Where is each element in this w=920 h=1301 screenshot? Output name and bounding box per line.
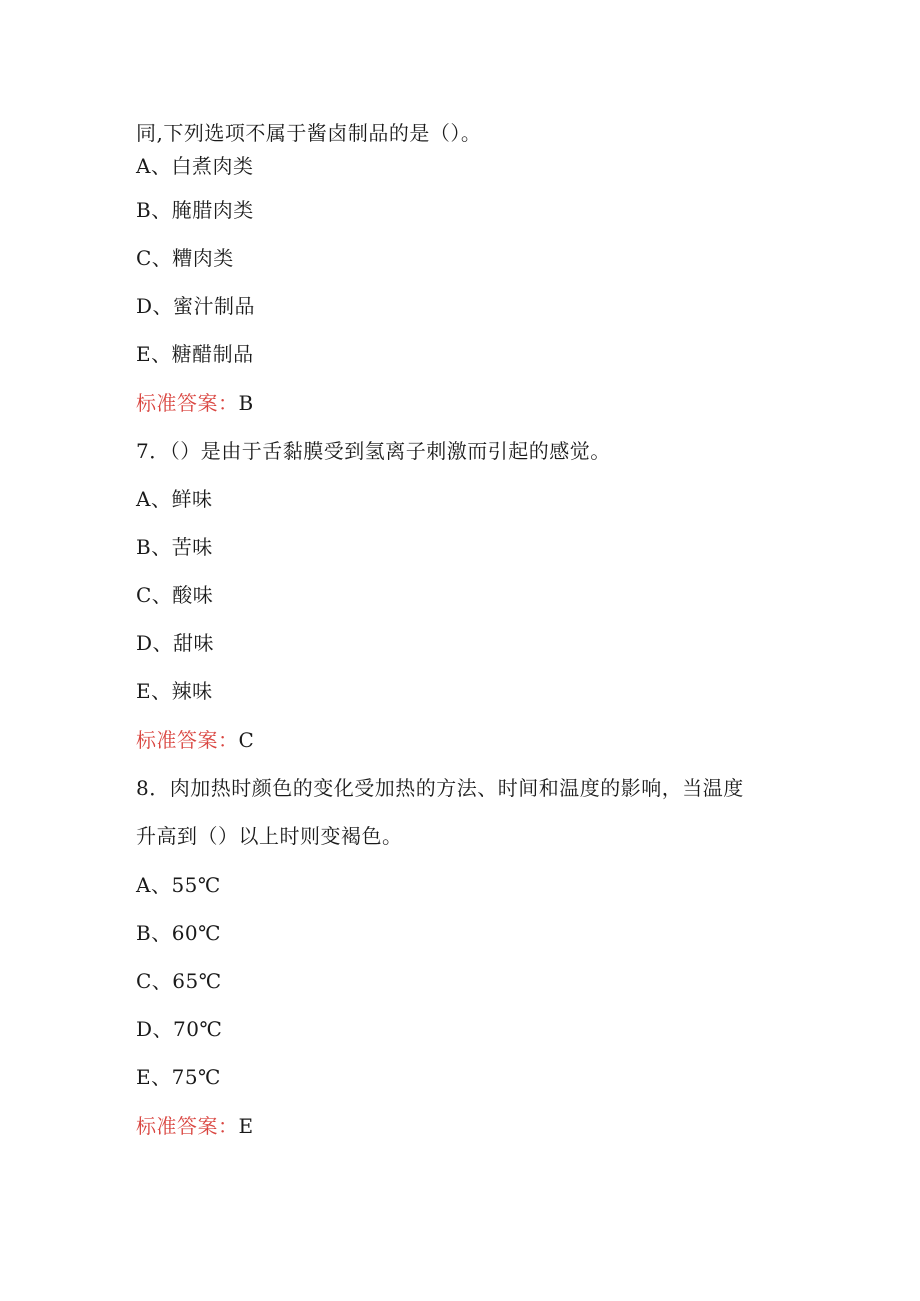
question-8-option-c: C、65℃	[136, 969, 222, 993]
question-8-option-b: B、60℃	[136, 921, 222, 945]
question-8-option-d: D、70℃	[136, 1017, 223, 1041]
question-8-answer	[136, 1112, 254, 1140]
answer-value: C	[238, 728, 255, 752]
question-6-option-e: E、糖醋制品	[136, 342, 254, 366]
question-6-option-c: C、糟肉类	[136, 246, 234, 270]
question-6-option-d: D、蜜汁制品	[136, 294, 256, 318]
question-6-option-a: A、白煮肉类	[136, 154, 254, 178]
answer-label: 标准答案：	[136, 728, 239, 752]
answer-label: 标准答案：	[136, 391, 239, 415]
answer-value: B	[238, 391, 254, 415]
answer-value: E	[238, 1114, 254, 1138]
question-7-option-d: D、甜味	[136, 631, 215, 655]
question-6-option-b: B、腌腊肉类	[136, 198, 254, 222]
question-6-stem: 同,下列选项不属于酱卤制品的是（）。	[136, 121, 482, 145]
question-7-option-e: E、辣味	[136, 679, 213, 703]
question-8-option-e: E、75℃	[136, 1065, 221, 1089]
question-8-stem-line-1: 8．肉加热时颜色的变化受加热的方法、时间和温度的影响，当温度	[136, 776, 744, 800]
question-7-stem: 7．（）是由于舌黏膜受到氢离子刺激而引起的感觉。	[136, 439, 611, 463]
question-6-answer	[136, 389, 254, 417]
question-7-option-a: A、鲜味	[136, 487, 213, 511]
question-8-option-a: A、55℃	[136, 873, 221, 897]
question-7-option-c: C、酸味	[136, 583, 214, 607]
answer-label: 标准答案：	[136, 1114, 239, 1138]
question-8-stem-line-2: 升高到（）以上时则变褐色。	[136, 824, 403, 848]
question-7-answer	[136, 726, 254, 754]
question-7-option-b: B、苦味	[136, 535, 213, 559]
